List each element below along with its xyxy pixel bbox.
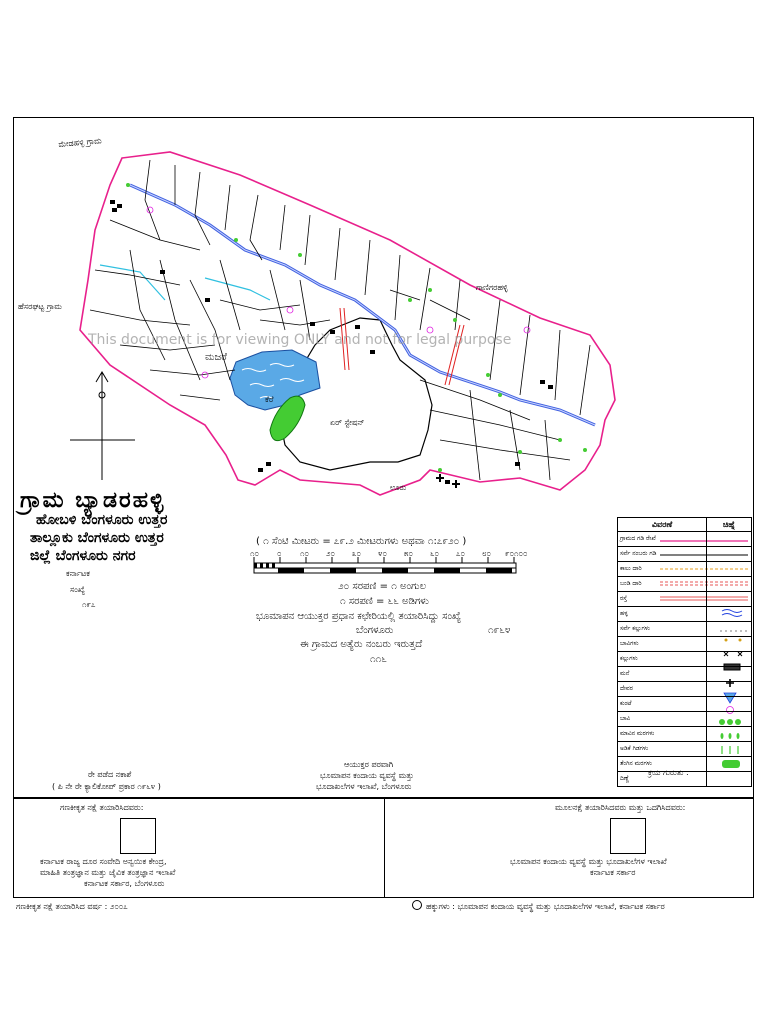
survey-year: ೧೯೬೪ bbox=[488, 625, 511, 636]
scale-tick: ೧೦ bbox=[300, 549, 309, 558]
survey-line: ಭೂಮಾಪನ ಆಯುಕ್ತರ ಪ್ರಧಾನ ಕಛೇರಿಯಲ್ಲಿ ತಯಾರಿಸಿದ್ದು ಸಂಖ್ಯೆ bbox=[256, 611, 461, 622]
legend-label: ಬಾವಿಗಳು bbox=[618, 637, 707, 652]
footer-left-line3: ಕರ್ನಾಟಕ ಸರ್ಕಾರ, ಬೆಂಗಳೂರು bbox=[84, 879, 165, 888]
scale-line-1: ೨೦ ಸರಪಣಿ = ೧ ಅಂಗುಲ bbox=[338, 581, 427, 592]
legend-table bbox=[617, 517, 752, 787]
sig-center-line3: ಭೂದಾಖಲೆಗಳ ಇಲಾಖೆ, ಬೆಂಗಳೂರು bbox=[316, 782, 412, 791]
sig-center-title: ಆಯುಕ್ತರ ಪರವಾಗಿ bbox=[344, 760, 394, 769]
sig-right: ಕ್ರಯ ಗುರುತು : bbox=[648, 768, 689, 777]
hobli-label: ಹೋಬಳಿ ಬೆಂಗಳೂರು ಉತ್ತರ bbox=[36, 512, 168, 528]
scale-line-2: ೧ ಸರಪಣಿ = ೬೬ ಅಡಿಗಳು bbox=[340, 596, 429, 607]
label-uru: ಊರು bbox=[390, 483, 407, 492]
watermark: This document is for viewing ONLY and not for legal purpose bbox=[88, 332, 512, 348]
legend-label: ಅಡಿಕೆ ಗಿಡಗಳು bbox=[618, 742, 707, 757]
copyright-icon bbox=[412, 900, 422, 910]
legend-label: ಗ್ರಾಮದ ಗಡಿ ರೇಖೆ bbox=[618, 532, 707, 547]
sig-center-line2: ಭೂಮಾಪನ ಕಂದಾಯ ವ್ಯವಸ್ಥೆ ಮತ್ತು bbox=[320, 771, 414, 780]
legend-label: ಸರ್ವೆ ನಂಬರು ಗಡಿ bbox=[618, 547, 707, 562]
sig-left-title: ರೇ ಪಡೆದ ನಕಾಶೆ bbox=[88, 770, 132, 779]
scale-tick: ೧೦ bbox=[250, 549, 259, 558]
state-label: ಕರ್ನಾಟಕ bbox=[66, 569, 90, 578]
legend-label: ಮಾವಿನ ಮರಗಳು bbox=[618, 727, 707, 742]
sig-left-sub: ( ಪಿ ನೇ ರೇ ಕ್ಯಾಲಿಕೋಪ್ ಪ್ರಕಾರ ೧೯೬೪ ) bbox=[52, 782, 161, 791]
survey-number-value: ೧೧೬ bbox=[370, 654, 387, 665]
legend-label: ದೇವರ bbox=[618, 682, 707, 697]
label-road-right: ಗಾಣಿಗರಹಳ್ಳಿ bbox=[476, 283, 508, 292]
legend-label: ಕಲ್ಲುಗಳು bbox=[618, 652, 707, 667]
label-majare: ಮಜರೆ bbox=[205, 352, 227, 363]
scale-tick: ೦ bbox=[277, 549, 282, 558]
label-air-station: ಏರ್ ಸ್ಟೇಷನ್ bbox=[330, 418, 365, 427]
village-title: ಗ್ರಾಮ ಬ್ಯಾಡರಹಳ್ಳಿ bbox=[20, 488, 166, 513]
scale-tick: ೧೦೦ bbox=[514, 549, 528, 558]
number-value: ೧೯೭ bbox=[82, 600, 96, 609]
scale-tick: ೯೦ bbox=[505, 549, 514, 558]
legend-label: ದಿಣ್ಣೆ bbox=[618, 772, 707, 787]
scale-tick: ೬೦ bbox=[430, 549, 439, 558]
district-label: ಜಿಲ್ಲೆ ಬೆಂಗಳೂರು ನಗರ bbox=[30, 548, 136, 564]
label-road-top: ಮೇಡಹಳ್ಳಿ ಗ್ರಾಮ bbox=[58, 136, 103, 149]
scale-tick: ೪೦ bbox=[378, 549, 387, 558]
footer-left-line1: ಕರ್ನಾಟಕ ರಾಜ್ಯ ದೂರ ಸಂವೇದಿ ಅನ್ವಯಿಕ ಕೇಂದ್ರ, bbox=[40, 857, 167, 866]
footer-right-line1: ಭೂಮಾಪನ ಕಂದಾಯ ವ್ಯವಸ್ಥೆ ಮತ್ತು ಭೂದಾಖಲೆಗಳ ಇಲಾಖೆ bbox=[510, 857, 667, 866]
footer-left-heading: ಗಣಕೀಕೃತ ನಕ್ಷೆ ತಯಾರಿಸಿದವರು: bbox=[60, 803, 144, 812]
footer-right-heading: ಮೂಲನಕ್ಷೆ ತಯಾರಿಸಿದವರು ಮತ್ತು ಒದಗಿಸಿದವರು: bbox=[555, 803, 686, 812]
scale-tick: ೮೦ bbox=[482, 549, 491, 558]
legend-label: ತೆಂಗಿನ ಮರಗಳು bbox=[618, 757, 707, 772]
seal-box-right bbox=[610, 818, 646, 854]
taluk-label: ತಾಲ್ಲೂಕು ಬೆಂಗಳೂರು ಉತ್ತರ bbox=[30, 530, 164, 546]
scale-bar bbox=[254, 557, 516, 573]
footer-right-line2: ಕರ್ನಾಟಕ ಸರ್ಕಾರ bbox=[590, 868, 636, 877]
legend-label: ಮನೆ bbox=[618, 667, 707, 682]
legend-label: ಹಳ್ಳ bbox=[618, 607, 707, 622]
number-label: ಸಂಖ್ಯೆ bbox=[70, 585, 86, 594]
legend-header-sym: ಚಿಹ್ನೆ bbox=[707, 518, 752, 532]
legend-header-desc: ವಿವರಣೆ bbox=[618, 518, 707, 532]
footer-copyright: ಹಕ್ಕುಗಳು : ಭೂಮಾಪನ ಕಂದಾಯ ವ್ಯವಸ್ಥೆ ಮತ್ತು ಭೂದಾಖಲೆಗಳ ಇಲಾಖೆ, ಕರ್ನಾಟಕ ಸರ್ಕಾರ bbox=[426, 902, 665, 911]
scale-text: ( ೧ ಸೆಂಟಿ ಮೀಟರು = ೭೯.೨ ಮೀಟರುಗಳು ಅಥವಾ ೧:೭೯೨೦ ) bbox=[256, 536, 467, 547]
seal-box-left bbox=[120, 818, 156, 854]
scale-tick: ೩೦ bbox=[352, 549, 361, 558]
label-kere: ಕೆರೆ bbox=[265, 395, 274, 404]
legend-label: ಬಂಡಿ ದಾರಿ bbox=[618, 577, 707, 592]
legend-label: ಬಾವಿ bbox=[618, 712, 707, 727]
legend-label: ಕುಂಟೆ bbox=[618, 697, 707, 712]
survey-number-line: ಈ ಗ್ರಾಮದ ಅತ್ಯೆರು ನಂಬರು ಇರುತ್ತದೆ bbox=[300, 639, 423, 650]
footer-left-line2: ಮಾಹಿತಿ ತಂತ್ರಜ್ಞಾನ ಮತ್ತು ಜೈವಿಕ ತಂತ್ರಜ್ಞಾನ ಇಲಾಖೆ bbox=[40, 868, 176, 877]
scale-tick: ೫೦ bbox=[404, 549, 413, 558]
legend-label: ರಸ್ತೆ bbox=[618, 592, 707, 607]
north-arrow-icon bbox=[70, 372, 135, 480]
legend-label: ಕಾಲು ದಾರಿ bbox=[618, 562, 707, 577]
label-road-left: ಹೆಸರಘಟ್ಟ ಗ್ರಾಮ bbox=[18, 302, 62, 311]
scale-tick: ೭೦ bbox=[456, 549, 465, 558]
survey-city: ಬೆಂಗಳೂರು bbox=[356, 625, 394, 636]
footer-year: ಗಣಕೀಕೃತ ನಕ್ಷೆ ತಯಾರಿಸಿದ ವರ್ಷ : ೨೦೦೭ bbox=[16, 902, 128, 911]
legend-label: ಸರ್ವೆ ಕಲ್ಲುಗಳು bbox=[618, 622, 707, 637]
scale-tick: ೨೦ bbox=[326, 549, 335, 558]
